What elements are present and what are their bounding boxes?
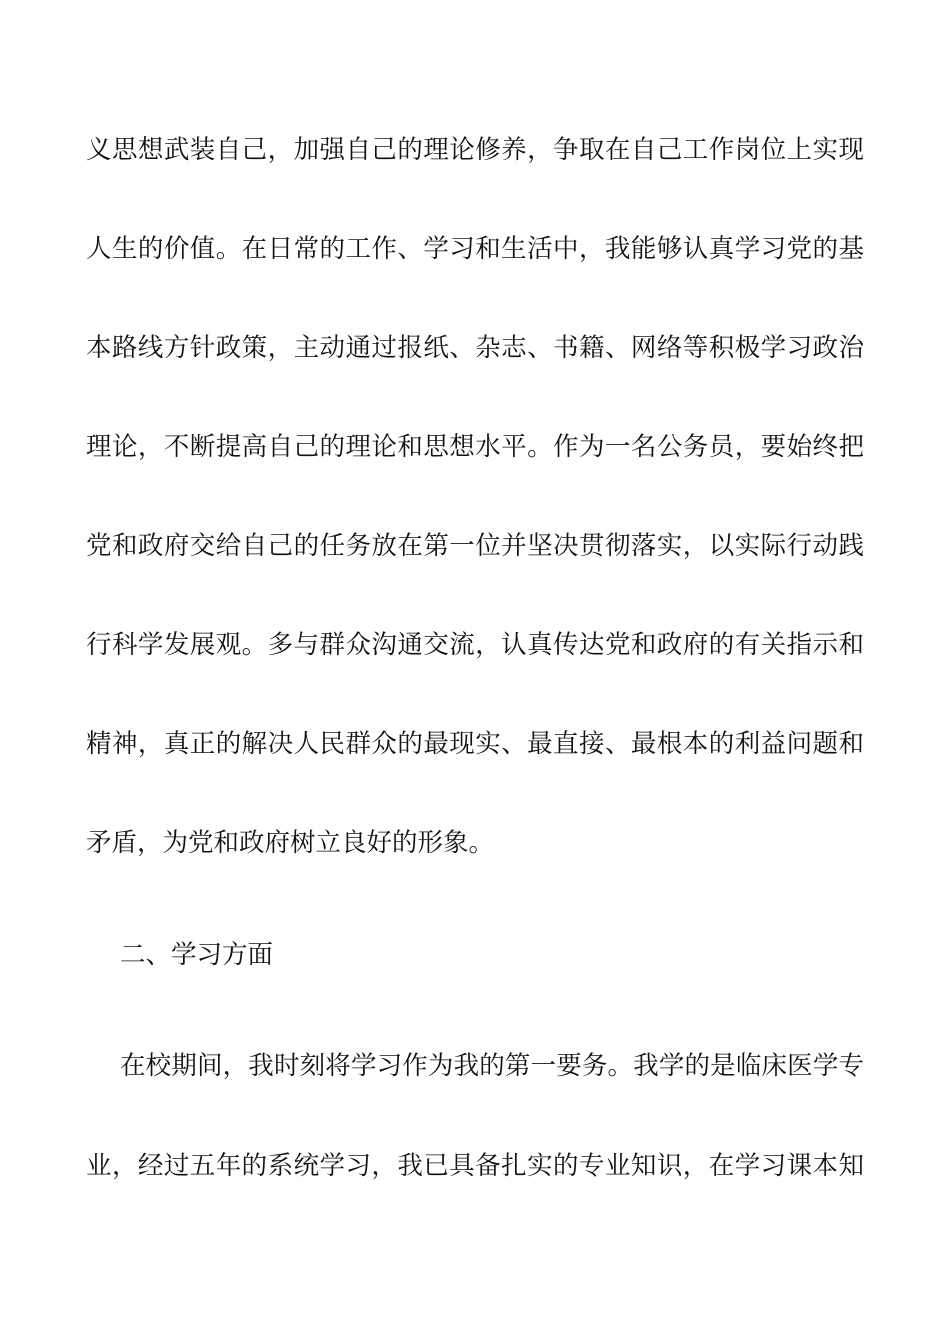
paragraph-1-line-3: 本路线方针政策，主动通过报纸、杂志、书籍、网络等积极学习政治 — [86, 333, 864, 363]
paragraph-2-line-2: 业，经过五年的系统学习，我已具备扎实的专业知识，在学习课本知 — [86, 1151, 864, 1181]
paragraph-1-line-5: 党和政府交给自己的任务放在第一位并坚决贯彻落实，以实际行动践 — [86, 531, 864, 561]
paragraph-1-line-8: 矛盾，为党和政府树立良好的形象。 — [86, 828, 495, 858]
paragraph-2-line-1: 在校期间，我时刻将学习作为我的第一要务。我学的是临床医学专 — [120, 1051, 864, 1081]
paragraph-1-line-4: 理论，不断提高自己的理论和思想水平。作为一名公务员，要始终把 — [86, 432, 864, 462]
paragraph-1-line-7: 精神，真正的解决人民群众的最现实、最直接、最根本的利益问题和 — [86, 729, 864, 759]
paragraph-1-line-2: 人生的价值。在日常的工作、学习和生活中，我能够认真学习党的基 — [86, 234, 864, 264]
paragraph-1-line-1: 义思想武装自己，加强自己的理论修养，争取在自己工作岗位上实现 — [86, 135, 864, 165]
paragraph-1-line-6: 行科学发展观。多与群众沟通交流，认真传达党和政府的有关指示和 — [86, 630, 864, 660]
section-heading: 二、学习方面 — [120, 940, 274, 970]
